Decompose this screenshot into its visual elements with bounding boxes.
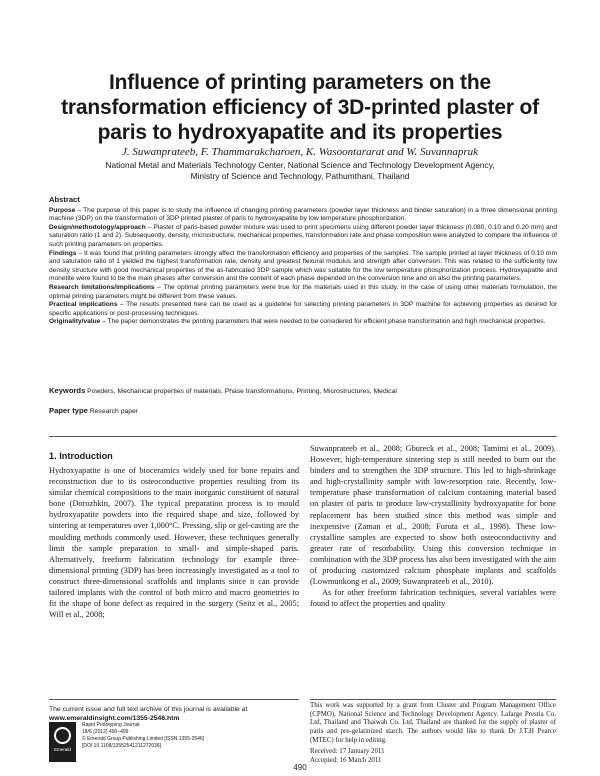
section-heading: 1. Introduction bbox=[49, 451, 113, 461]
paper-type-label: Paper type bbox=[49, 406, 88, 415]
abstract-findings bbox=[49, 250, 557, 284]
abstract-purpose bbox=[49, 207, 557, 224]
received-date: Received: 17 January 2011 bbox=[310, 748, 385, 755]
abstract-text: – Plaster of paris-based powder mixture was used to print specimens using different powder layer thickness (0.080, 0.10 and 0.20 mm) and saturation ratio (1 and 2). Subsequently, density, microstructure, mechanical properties, transformation rate and phase composition were analyzed to compare the influence of such printing parameters on properties. bbox=[49, 223, 557, 248]
abstract-text: – The paper demonstrates the printing parameters that were needed to be considered for efficient phase transformation and high mechanical properties. bbox=[100, 318, 546, 326]
access-url[interactable]: www.emeraldinsight.com/1355-2546.htm bbox=[49, 714, 180, 722]
funding-note: This work was supported by a grant from Cluster and Program Management Office (CPMO), National Science and Technology Development Agency. Lafarge Prestia Co. Ltd, Thailand and Thaiwah Co. Ltd, Thailand are thanked for the supply of plaster of paris and pre-gelatinized starch. The authors would like to thank Dr J.T.H Pearce (MTEC) for help in editing. bbox=[310, 702, 556, 744]
journal-doi: [DOI 10.1108/13552541211272036] bbox=[82, 743, 162, 749]
page-number: 490 bbox=[293, 763, 307, 772]
abstract-heading: Abstract bbox=[49, 195, 80, 204]
abstract-label: Findings bbox=[49, 249, 77, 257]
body-column-right bbox=[310, 443, 556, 609]
abstract-text: – The purpose of this paper is to study the influence of changing printing parameters (powder layer thickness and binder saturation) in a three dimensional printing machine (3DP) on the transformation of 3DP printed plaster of paris to hydroxyapatite by low temperature phosphorization. bbox=[49, 206, 557, 223]
abstract-label: Research limitations/implications bbox=[49, 283, 155, 291]
keywords-text: Powders, Mechanical properties of materials, Phase transformations, Printing, Microstructures, Medical bbox=[85, 388, 397, 395]
body-paragraph: As for other freeform fabrication techniques, several variables were found to affect the properties and quality bbox=[310, 588, 556, 609]
abstract-label: Purpose bbox=[49, 206, 76, 214]
abstract-text: – The optimal printing parameters were true for the materials used in this study. In the case of using other materials formulation, the optimal printing parameters might be different from these values. bbox=[49, 283, 557, 300]
journal-info bbox=[82, 722, 302, 750]
abstract bbox=[49, 196, 557, 327]
journal-access-note bbox=[49, 706, 299, 724]
author-list: J. Suwanprateeb, F. Thammarakcharoen, K. Wasoontararat and W. Suvannapruk bbox=[121, 146, 479, 158]
accepted-date: Accepted: 16 March 2011 bbox=[310, 756, 382, 764]
access-text: The current issue and full text archive of this journal is available at bbox=[49, 706, 248, 713]
paper-type bbox=[49, 406, 557, 415]
logo-label: Emerald bbox=[54, 747, 71, 752]
abstract-label: Practical implications bbox=[49, 301, 118, 309]
paper-type-text: Research paper bbox=[87, 408, 139, 415]
abstract-originality bbox=[49, 318, 557, 327]
emerald-ring-icon bbox=[54, 727, 71, 744]
footer-divider bbox=[49, 699, 299, 700]
emerald-logo bbox=[49, 722, 76, 762]
body-column-left bbox=[49, 465, 299, 620]
affiliation-line: National Metal and Materials Technology Center, National Science and Technology Development Agency, bbox=[105, 160, 495, 170]
journal-name: Rapid Prototyping Journal bbox=[82, 722, 140, 728]
journal-issue: 18/6 (2012) 490–499 bbox=[82, 729, 129, 735]
affiliation-line: Ministry of Science and Technology, Pathumthani, Thailand bbox=[190, 171, 410, 181]
abstract-label: Originality/value bbox=[49, 318, 101, 326]
article-title: Influence of printing parameters on the transformation efficiency of 3D-printed plaster of paris to hydroxyapatite and its properties bbox=[61, 71, 539, 144]
body-paragraph: Hydroxyapatite is one of bioceramics widely used for bone repairs and reconstruction due to its osteoconductive properties resulting from its similar chemical compositions to the main inorganic constituent of natural bone (Dorozhkin, 2007). The typical preparation process is to mould hydroxyapatite powders into the required shape and size, followed by sintering at temperatures over 1,000°C. Pressing, slip or gel-casting are the moulding methods commonly used. However, these techniques generally limit the sample preparation to small- and simple-shaped parts. Alternatively, freeform fabrication technology for example three-dimensional printing (3DP) has been increasingly investigated as a tool to construct three-dimensional scaffolds and implants since it can provide tailored implants with the control of both micro and macro geometries to fit the shape of bone defect as required in the surgery (Seitz et al., 2005; Will et al., 2008; bbox=[49, 466, 299, 620]
abstract-text: – It was found that printing parameters strongly affect the transformation efficiency and properties of the samples. The sample printed at layer thickness of 0.10 mm and saturation ratio of 1 yielded the highest transformation rate, density and greatest flexural modulus and strength after conversion. This was related to the sufficiently low density structure with good mechanical properties of the as-fabricated 3DP sample which was suitable for the low temperature phosphorization process. Hydroxyapatite and monetite were found to be the main phases after conversion and the content of each phase depended on the conversion time and on also the printing parameters. bbox=[49, 249, 557, 283]
affiliation bbox=[60, 160, 540, 182]
abstract-limitations bbox=[49, 284, 557, 301]
keywords bbox=[49, 386, 557, 395]
abstract-label: Design/methodology/approach bbox=[49, 223, 146, 231]
journal-copyright: © Emerald Group Publishing Limited [ISSN 1355-2546] bbox=[82, 736, 205, 742]
keywords-label: Keywords bbox=[49, 386, 86, 395]
abstract-text: – The results presented here can be used as a guideline for selecting printing parameters in 3DP machine for achieving properties as desired for specific applications or post-processing techniques. bbox=[49, 301, 558, 317]
footnote-divider bbox=[310, 699, 556, 700]
body-paragraph: Suwanprateeb et al., 2008; Gbureck et al., 2008; Tamimi et al., 2009). However, high-temperature sintering step is still needed to burn out the binders and to strengthen the 3DP structure. This led to high-shrinkage and high-crystallinity sample with low-resorption rate. Recently, low-temperature phase transformation of calcium containing material based on plaster of paris to produce low-crystallinity hydroxyapatite for bone replacement has been studied since this method was simple and inexpensive (Zaman et al., 2008; Furuta et al., 1998). These low-crystalline samples are expected to show both osteoconductivity and greater rate of resorbability. Using this conversion technique in combination with the 3DP process has also been investigated with the aim of producing customized calcium phosphate implants and scaffolds (Lowmunkong et al., 2009; Suwanprateeb et al., 2010). bbox=[310, 444, 557, 587]
abstract-design bbox=[49, 224, 557, 250]
section-divider bbox=[49, 436, 557, 437]
abstract-practical bbox=[49, 301, 557, 318]
